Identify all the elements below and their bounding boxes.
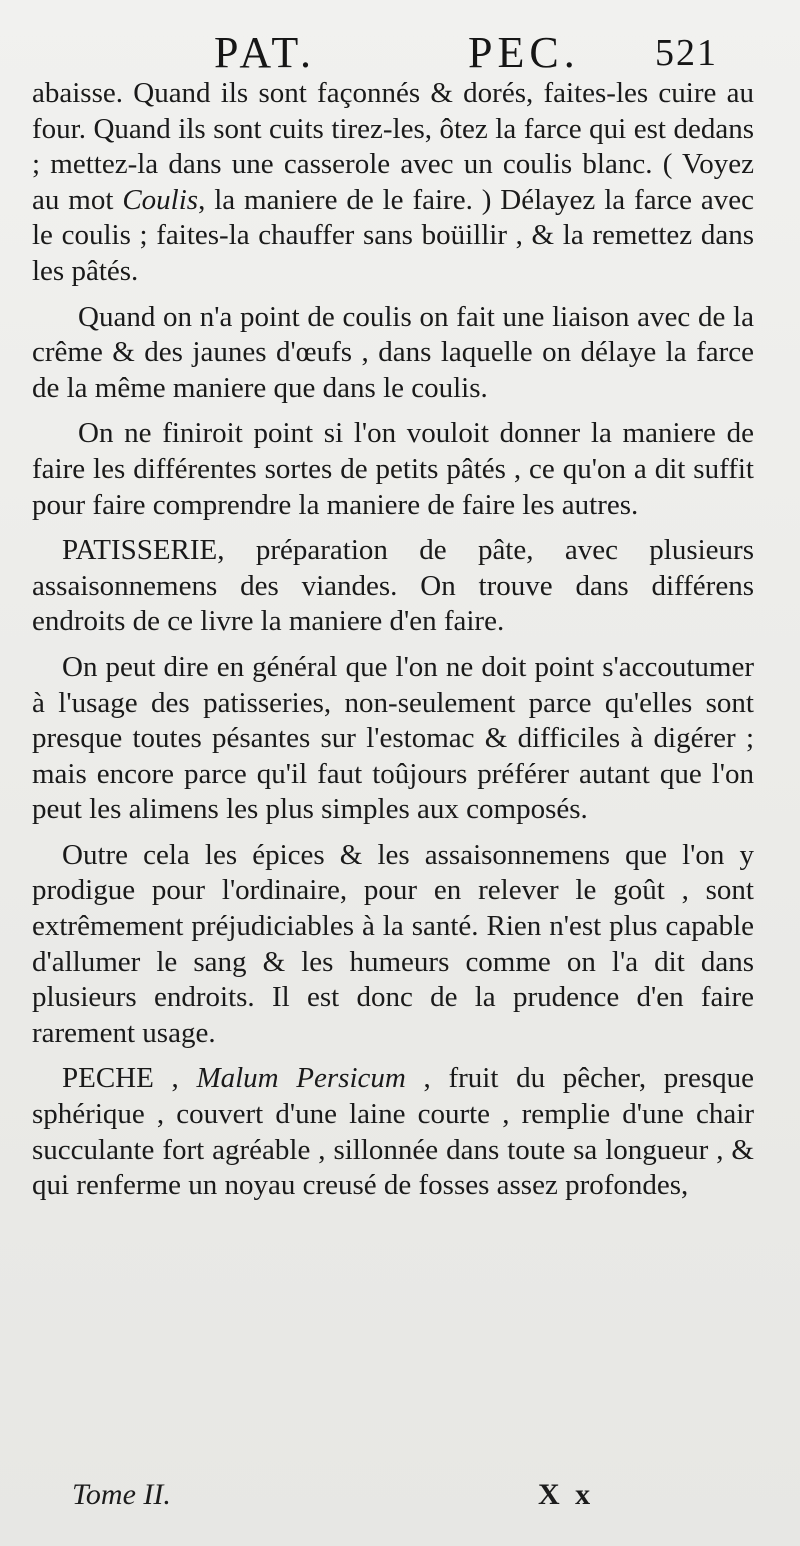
signature-mark: X x (538, 1478, 595, 1511)
volume-label: Tome II. (72, 1478, 171, 1511)
text-run: abaisse. Quand ils sont façonnés & dorés, faites-les cuire au four. Quand ils sont cuits tirez-les, ôtez la farce qui est dedans ; mettez-la dans une casserole avec un coulis blanc. ( Voyez au mot (32, 77, 754, 216)
running-head-center: PEC. (468, 28, 580, 77)
page-number: 521 (655, 32, 718, 74)
paragraph (32, 416, 754, 523)
text-run: Outre cela les épices & les assaisonnemens que l'on y prodigue pour l'ordinaire, pour en relever le goût , sont extrêmement préjudiciables à la santé. Rien n'est plus capable d'allumer le sang & les humeurs comme on l'a dit dans plusieurs endroits. Il est donc de la prudence d'en faire rarement usage. (32, 838, 754, 1049)
italic-term: Malum Persicum (196, 1062, 406, 1095)
text-run: PATISSERIE, préparation de pâte, avec plusieurs assaisonnemens des viandes. On trouve dans différens endroits de ce livre la maniere d'en faire. (32, 534, 754, 638)
text-run: , fruit du pêcher, presque sphérique , couvert d'une laine courte , remplie d'une chair succulante fort agréable , sillonnée dans toute sa longueur , & qui renferme un noyau creusé de fosses assez profondes, (32, 1062, 754, 1202)
paragraph (32, 300, 754, 407)
paragraph (32, 838, 754, 1052)
text-run: On peut dire en général que l'on ne doit point s'accoutumer à l'usage des patisseries, non-seulement parce qu'elles sont presque toutes pésantes sur l'estomac & difficiles à digérer ; mais encore parce qu'il faut toûjours préférer autant que l'on peut les alimens les plus simples aux composés. (32, 650, 754, 826)
running-head-left: PAT. (214, 28, 316, 77)
paragraph (32, 533, 754, 640)
running-head (0, 28, 800, 78)
text-run: On ne finiroit point si l'on vouloit donner la maniere de faire les différentes sortes de petits pâtés , ce qu'on a dit suffit pour faire comprendre la maniere de faire les autres. (32, 417, 754, 521)
text-run: PECHE , (62, 1062, 197, 1095)
body-text (32, 76, 754, 1204)
paragraph (32, 650, 754, 828)
text-run: Quand on n'a point de coulis on fait une liaison avec de la crême & des jaunes d'œufs , dans laquelle on délaye la farce de la même maniere que dans le coulis. (32, 300, 754, 404)
paragraph (32, 76, 754, 290)
paragraph (32, 1061, 754, 1203)
page-footer (0, 1478, 800, 1518)
italic-term: Coulis (122, 183, 199, 216)
text-run: , la maniere de le faire. ) Délayez la farce avec le coulis ; faites-la chauffer sans boüillir , & la remettez dans les pâtés. (32, 183, 754, 287)
